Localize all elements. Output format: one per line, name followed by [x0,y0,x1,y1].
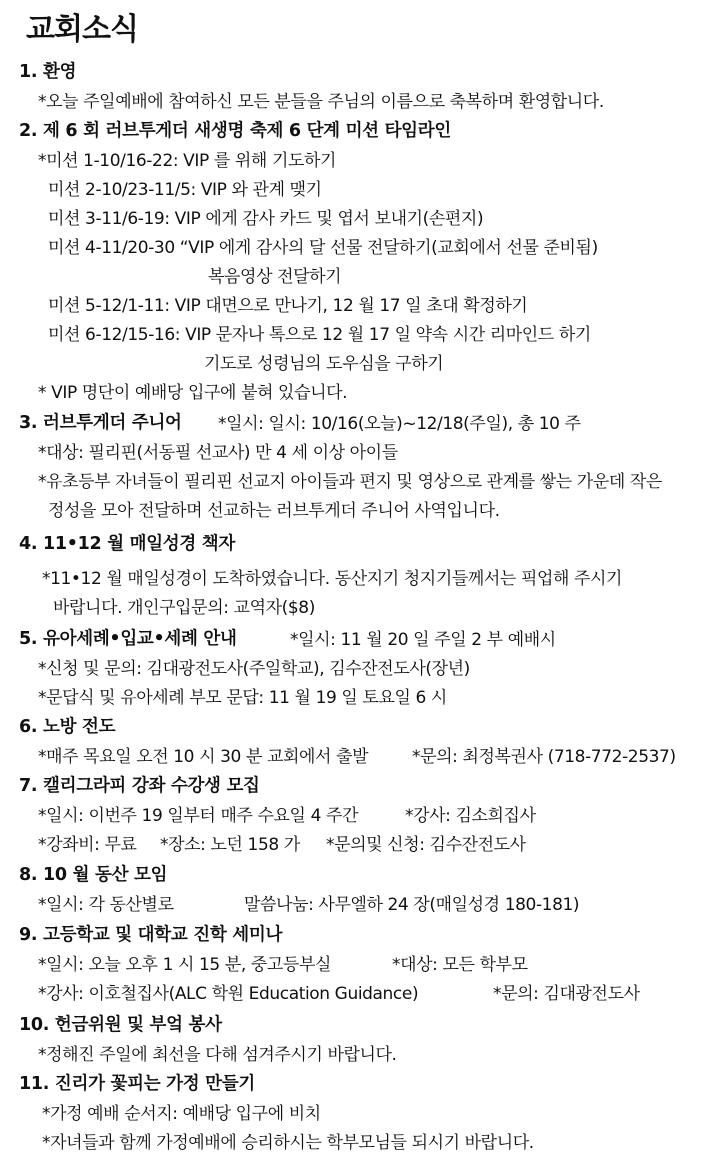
section-5-line: *신청 및 문의: 김대광전도사(주일학교), 김수잔전도사(장년) [38,659,470,679]
section-11-heading: 11. 진리가 꽃피는 가정 만들기 [19,1074,255,1094]
section-6-contact: *문의: 최정복권사 (718-772-2537) [412,747,676,767]
section-2-heading: 2. 제 6 회 러브투게더 새생명 축제 6 단계 미션 타임라인 [19,121,452,141]
section-3-heading: 3. 러브투게더 주니어 [19,413,182,433]
section-6-heading: 6. 노방 전도 [19,717,116,737]
section-3-line: *대상: 필리핀(서동필 선교사) 만 4 세 이상 아이들 [38,443,398,463]
section-5-schedule: *일시: 11 월 20 일 주일 2 부 예배시 [290,630,556,650]
section-9-audience: *대상: 모든 학부모 [392,955,528,975]
section-7-instructor: *강사: 김소희집사 [405,806,536,826]
section-9-contact: *문의: 김대광전도사 [493,984,640,1004]
section-7-line: *일시: 이번주 19 일부터 매주 수요일 4 주간 [38,806,359,826]
section-7-fee: *강좌비: 무료 [38,835,137,855]
section-7-place: *장소: 노던 158 가 [160,835,300,855]
section-5-heading: 5. 유아세례•입교•세례 안내 [19,629,237,649]
section-8-heading: 8. 10 월 동산 모임 [19,865,168,885]
section-2-line: 미션 5-12/1-11: VIP 대면으로 만나기, 12 월 17 일 초대 확정하기 [48,296,528,316]
section-2-line: 복음영상 전달하기 [208,267,342,287]
section-4-line: *11•12 월 매일성경이 도착하였습니다. 동산지기 청지기들께서는 픽업해 주시기 [42,569,623,589]
section-11-line: *자녀들과 함께 가정예배에 승리하시는 학부모님들 되시기 바랍니다. [42,1133,534,1153]
section-1-line: *오늘 주일예배에 참여하신 모든 분들을 주님의 이름으로 축복하며 환영합니다. [38,92,604,112]
section-6-line: *매주 목요일 오전 10 시 30 분 교회에서 출발 [38,747,369,767]
section-8-line: *일시: 각 동산별로 [38,895,174,915]
section-10-heading: 10. 헌금위원 및 부엌 봉사 [19,1015,222,1035]
section-3-line: 정성을 모아 전달하며 선교하는 러브투게더 주니어 사역입니다. [48,501,500,521]
section-2-line: 미션 2-10/23-11/5: VIP 와 관계 맺기 [48,180,322,200]
section-2-line: 기도로 성령님의 도우심을 구하기 [204,354,444,374]
section-4-heading: 4. 11•12 월 매일성경 책자 [19,534,236,554]
section-2-line: 미션 3-11/6-19: VIP 에게 감사 카드 및 엽서 보내기(손편지) [48,209,484,229]
section-2-line: 미션 6-12/15-16: VIP 문자나 톡으로 12 월 17 일 약속 시간 리마인드 하기 [48,325,591,345]
section-9-heading: 9. 고등학교 및 대학교 진학 세미나 [19,925,283,945]
section-3-schedule: *일시: 일시: 10/16(오늘)~12/18(주일), 총 10 주 [218,414,581,434]
section-7-contact: *문의및 신청: 김수잔전도사 [326,835,526,855]
section-3-line: *유초등부 자녀들이 필리핀 선교지 아이들과 편지 및 영상으로 관계를 쌓는 가운데 작은 [38,472,662,492]
section-7-heading: 7. 캘리그라피 강좌 수강생 모집 [19,776,260,796]
section-2-line: 미션 4-11/20-30 “VIP 에게 감사의 달 선물 전달하기(교회에서 선물 준비됨) [48,238,598,258]
section-2-line: *미션 1-10/16-22: VIP 를 위해 기도하기 [38,151,337,171]
page-title: 교회소식 [26,12,138,47]
section-11-line: *가정 예배 순서지: 예배당 입구에 비치 [42,1104,321,1124]
section-9-line: *강사: 이호철집사(ALC 학원 Education Guidance) [38,984,419,1004]
section-8-scripture: 말씀나눔: 사무엘하 24 장(매일성경 180-181) [244,895,580,915]
section-9-line: *일시: 오늘 오후 1 시 15 분, 중고등부실 [38,955,331,975]
section-2-line: * VIP 명단이 예배당 입구에 붙혀 있습니다. [38,383,348,403]
section-10-line: *정해진 주일에 최선을 다해 섬겨주시기 바랍니다. [38,1045,397,1065]
section-4-line: 바랍니다. 개인구입문의: 교역자($8) [53,598,315,618]
section-5-line: *문답식 및 유아세례 부모 문답: 11 월 19 일 토요일 6 시 [38,688,447,708]
section-1-heading: 1. 환영 [19,62,77,82]
